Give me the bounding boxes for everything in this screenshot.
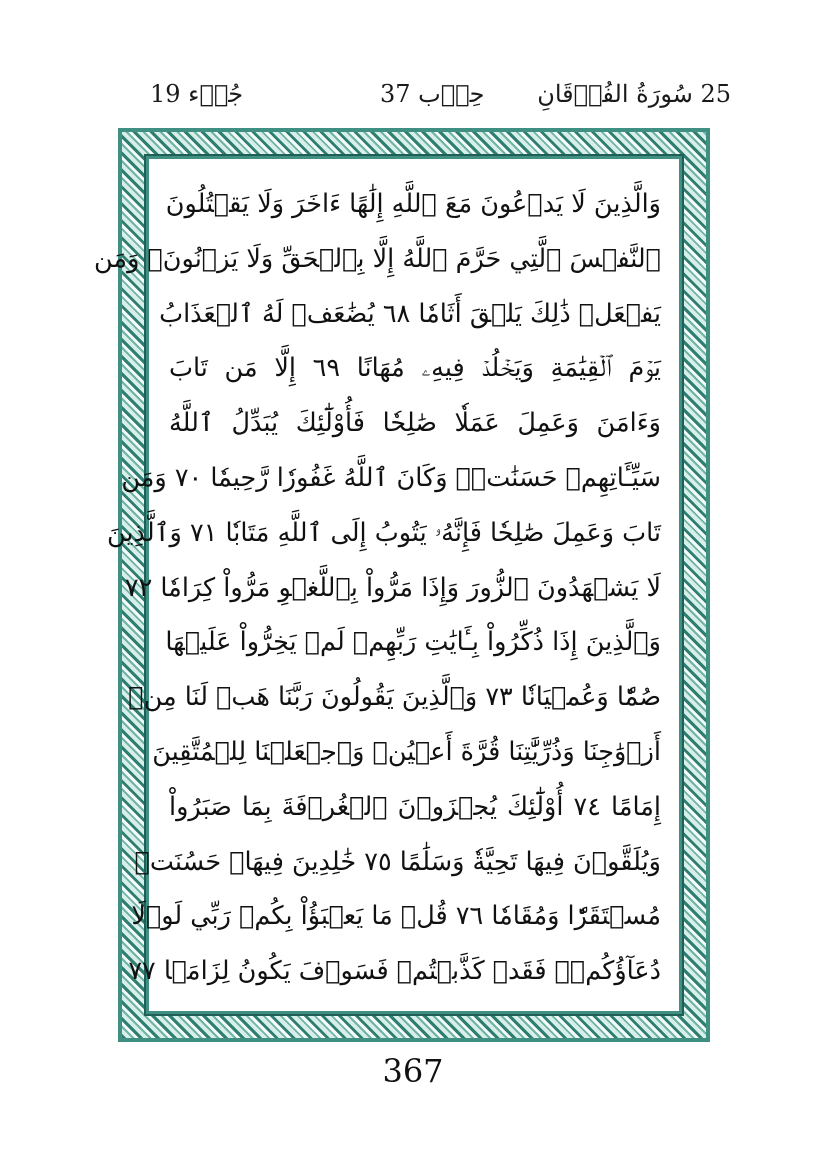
verse-line: سَيِّـَٔاتِهِمۡ حَسَنَٰتٖۗ وَكَانَ ٱللَّهُ غَفُورٗا رَّحِيمٗا ٧٠ وَمَن (121, 462, 661, 493)
verse-line: أَزۡوَٰجِنَا وَذُرِّيَّٰتِنَا قُرَّةَ أَعۡيُنٖ وَٱجۡعَلۡنَا لِلۡمُتَّقِينَ (152, 736, 661, 767)
verse-line: وَالَّذِينَ لَا يَدۡعُونَ مَعَ ٱللَّهِ إِلَٰهًا ءَاخَرَ وَلَا يَقۡتُلُونَ (165, 189, 661, 219)
verse-line: يَفۡعَلۡ ذَٰلِكَ يَلۡقَ أَثَامٗا ٦٨ يُضَٰعَفۡ لَهُ ٱلۡعَذَابُ (159, 298, 661, 329)
verse-line: وَيُلَقَّوۡنَ فِيهَا تَحِيَّةٗ وَسَلَٰمًا ٧٥ خَٰلِدِينَ فِيهَاۚ حَسُنَتۡ (134, 846, 661, 877)
verse-line: دُعَآؤُكُمۡۖ فَقَدۡ كَذَّبۡتُمۡ فَسَوۡفَ يَكُونُ لِزَامَۢا ٧٧ (128, 956, 661, 987)
surah-title: 25 سُورَةُ الفُرۡقَانِ (537, 80, 731, 108)
page-number: 367 (382, 1052, 444, 1090)
page-header (0, 80, 826, 124)
text-panel (94, 156, 682, 1014)
verse-lines (94, 177, 662, 999)
verse-line: إِمَامًا ٧٤ أُوْلَٰٓئِكَ يُجۡزَوۡنَ ٱلۡغُرۡفَةَ بِمَا صَبَرُواْ (169, 791, 661, 822)
verse-line: وَءَامَنَ وَعَمِلَ عَمَلٗا صَٰلِحٗا فَأُوْلَٰٓئِكَ يُبَدِّلُ ٱللَّهُ (169, 408, 661, 439)
juz-label: جُزۡء 19 (150, 80, 244, 108)
ornamental-frame (94, 128, 710, 1042)
verse-line: تَابَ وَعَمِلَ صَٰلِحٗا فَإِنَّهُۥ يَتُوبُ إِلَى ٱللَّهِ مَتَابٗا ٧١ وَٱلَّذِينَ (106, 517, 661, 548)
verse-line: ٱلنَّفۡسَ ٱلَّتِي حَرَّمَ ٱللَّهُ إِلَّا بِٱلۡحَقِّ وَلَا يَزۡنُونَۚ وَمَن (94, 243, 661, 274)
verse-line: لَا يَشۡهَدُونَ ٱلزُّورَ وَإِذَا مَرُّواْ بِٱللَّغۡوِ مَرُّواْ كِرَامٗا ٧٢ (124, 572, 661, 603)
verse-line: مُسۡتَقَرّٗا وَمُقَامٗا ٧٦ قُلۡ مَا يَعۡبَؤُاْ بِكُمۡ رَبِّي لَوۡلَا (131, 901, 661, 932)
verse-line: صُمّٗا وَعُمۡيَانٗا ٧٣ وَٱلَّذِينَ يَقُولُونَ رَبَّنَا هَبۡ لَنَا مِنۡ (128, 682, 661, 713)
hizb-label: حِزۡب 37 (380, 80, 485, 108)
verse-line: وَٱلَّذِينَ إِذَا ذُكِّرُواْ بِـَٔايَٰتِ رَبِّهِمۡ لَمۡ يَخِرُّواْ عَلَيۡهَا (165, 627, 661, 658)
verse-line: يَوۡمَ ٱلۡقِيَٰمَةِ وَيَخۡلُدۡ فِيهِۦ مُهَانًا ٦٩ إِلَّا مَن تَابَ (169, 353, 662, 384)
